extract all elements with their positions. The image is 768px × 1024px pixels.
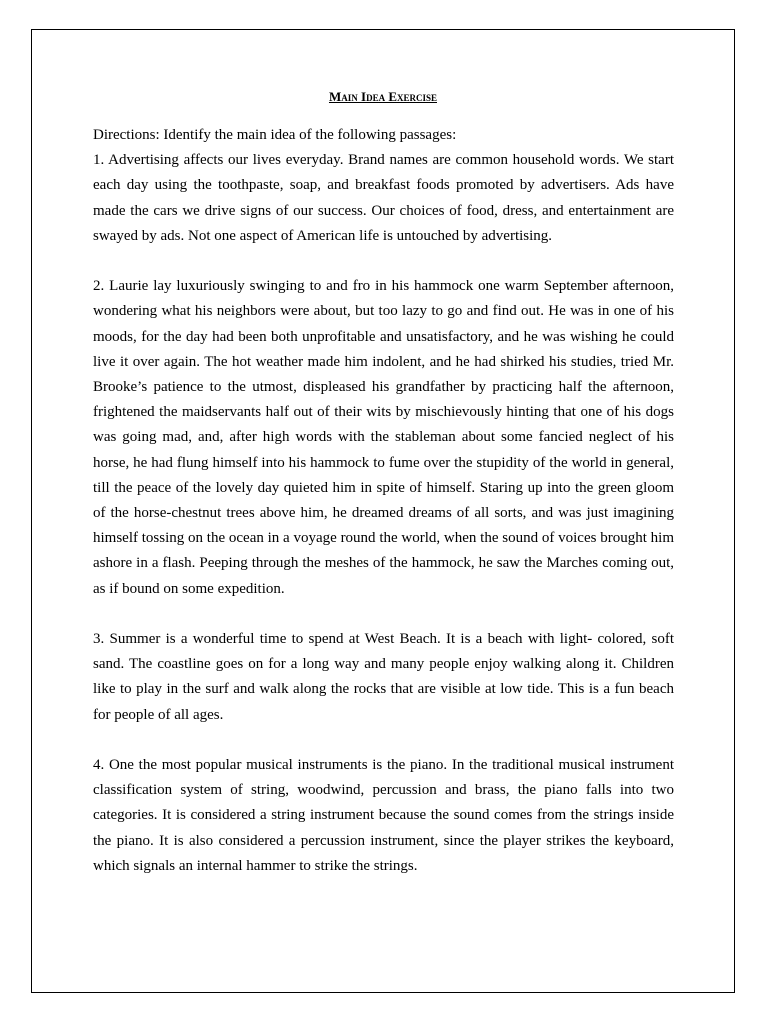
page-title: Main Idea Exercise bbox=[328, 89, 437, 104]
passage-4: 4. One the most popular musical instruments is the piano. In the traditional musical instrument classification system of string, woodwind, percussion and brass, the piano falls into two categories. It is considered a string instrument because the sound comes from the strings inside the piano. It is also considered a percussion instrument, since the player strikes the keyboard, which signals an internal hammer to strike the strings. bbox=[93, 757, 674, 874]
directions-text: Directions: Identify the main idea of the following passages: bbox=[93, 127, 457, 143]
passage-2: 2. Laurie lay luxuriously swinging to and fro in his hammock one warm September afternoon, wondering what his neighbors were about, but too lazy to go and find out. He was in one of his moods, for the day had been both unprofitable and unsatisfactory, and he was wishing he could live it over again. The hot weather made him indolent, and he had shirked his studies, tried Mr. Brooke’s patience to the utmost, displeased his grandfather by practicing half the afternoon, frightened the maidservants half out of their wits by mischievously hinting that one of his dogs was going mad, and, after high words with the stableman about some fancied neglect of his horse, he had flung himself into his hammock to fume over the stupidity of the world in general, till the peace of the lovely day quieted him in spite of himself. Staring up into the green gloom of the horse-chestnut trees above him, he dreamed dreams of all sorts, and was just imagining himself tossing on the ocean in a voyage round the world, when the sound of voices brought him ashore in a flash. Peeping through the meshes of the hammock, he saw the Marches coming out, as if bound on some expedition. bbox=[93, 278, 674, 597]
passage-3: 3. Summer is a wonderful time to spend at West Beach. It is a beach with light- colored, soft sand. The coastline goes on for a long way and many people enjoy walking along it. Children like to play in the surf and walk along the rocks that are visible at low tide. This is a fun beach for people of all ages. bbox=[93, 631, 674, 723]
passage-1: 1. Advertising affects our lives everyday. Brand names are common household words. We start each day using the toothpaste, soap, and breakfast foods promoted by advertisers. Ads have made the cars we drive signs of our success. Our choices of food, dress, and entertainment are swayed by ads. Not one aspect of American life is untouched by advertising. bbox=[93, 152, 674, 244]
document-page bbox=[31, 29, 735, 993]
document-body bbox=[93, 123, 674, 879]
